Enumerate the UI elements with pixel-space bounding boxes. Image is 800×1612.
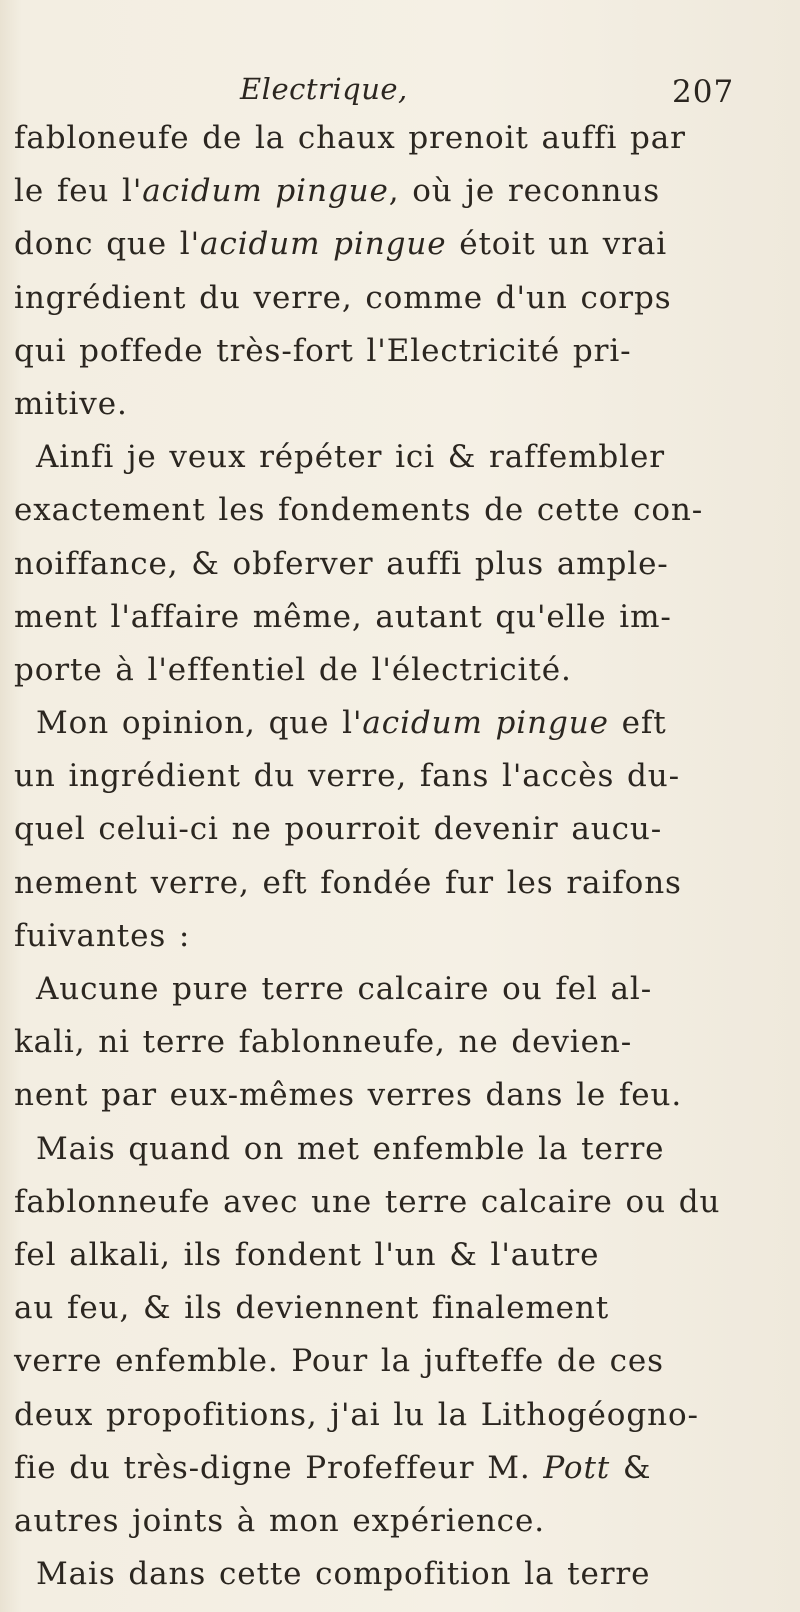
paragraph-start-line: Ainfi je veux répéter ici & raffembler <box>36 439 665 476</box>
text-line: le feu l'acidum pingue, où je reconnus <box>14 173 661 210</box>
text-line: ment l'affaire même, autant qu'elle im- <box>14 598 672 635</box>
text-line: autres joints à mon expérience. <box>14 1502 545 1539</box>
text-line: noiffance, & obferver auffi plus ample- <box>14 545 669 582</box>
page-number: 207 <box>672 74 735 110</box>
text-line: porte à l'effentiel de l'électricité. <box>14 651 572 688</box>
text-line: fel alkali, ils fondent l'un & l'autre <box>14 1236 600 1273</box>
paragraph-start-line: Aucune pure terre calcaire ou fel al- <box>36 971 653 1007</box>
text-line: donc que l'acidum pingue étoit un vrai <box>14 226 668 263</box>
paragraph-start-line: Mais quand on met enfemble la terre <box>36 1130 665 1167</box>
text-line: nement verre, eft fondée fur les raifons <box>14 864 682 901</box>
text-line: mitive. <box>14 385 128 422</box>
text-line: nent par eux-mêmes verres dans le feu. <box>14 1077 683 1114</box>
text-line: quel celui-ci ne pourroit devenir aucu- <box>14 811 663 848</box>
text-line: fie du très-digne Profeffeur M. Pott & <box>14 1449 652 1486</box>
text-line: fabloneufe de la chaux prenoit auffi par <box>14 120 686 156</box>
paragraph-start-line: Mon opinion, que l'acidum pingue eft <box>36 705 667 742</box>
text-line: fablonneufe avec une terre calcaire ou du <box>14 1183 721 1220</box>
body-text <box>14 112 774 1601</box>
text-line: un ingrédient du verre, fans l'accès du- <box>14 758 680 795</box>
page-header <box>0 72 800 112</box>
text-line: exactement les fondements de cette con- <box>14 492 704 529</box>
text-line: qui poffede très-fort l'Electricité pri- <box>14 332 632 369</box>
text-line: verre enfemble. Pour la jufteffe de ces <box>14 1343 664 1380</box>
running-head: Electrique, <box>240 72 408 106</box>
paragraph-start-line: Mais dans cette compofition la terre <box>36 1556 651 1593</box>
text-line: au feu, & ils deviennent finalement <box>14 1290 610 1327</box>
text-line: deux propofitions, j'ai lu la Lithogéogno- <box>14 1396 699 1433</box>
text-line: kali, ni terre fablonneufe, ne devien- <box>14 1024 633 1061</box>
text-line: fuivantes : <box>14 917 191 954</box>
text-line: ingrédient du verre, comme d'un corps <box>14 279 672 316</box>
